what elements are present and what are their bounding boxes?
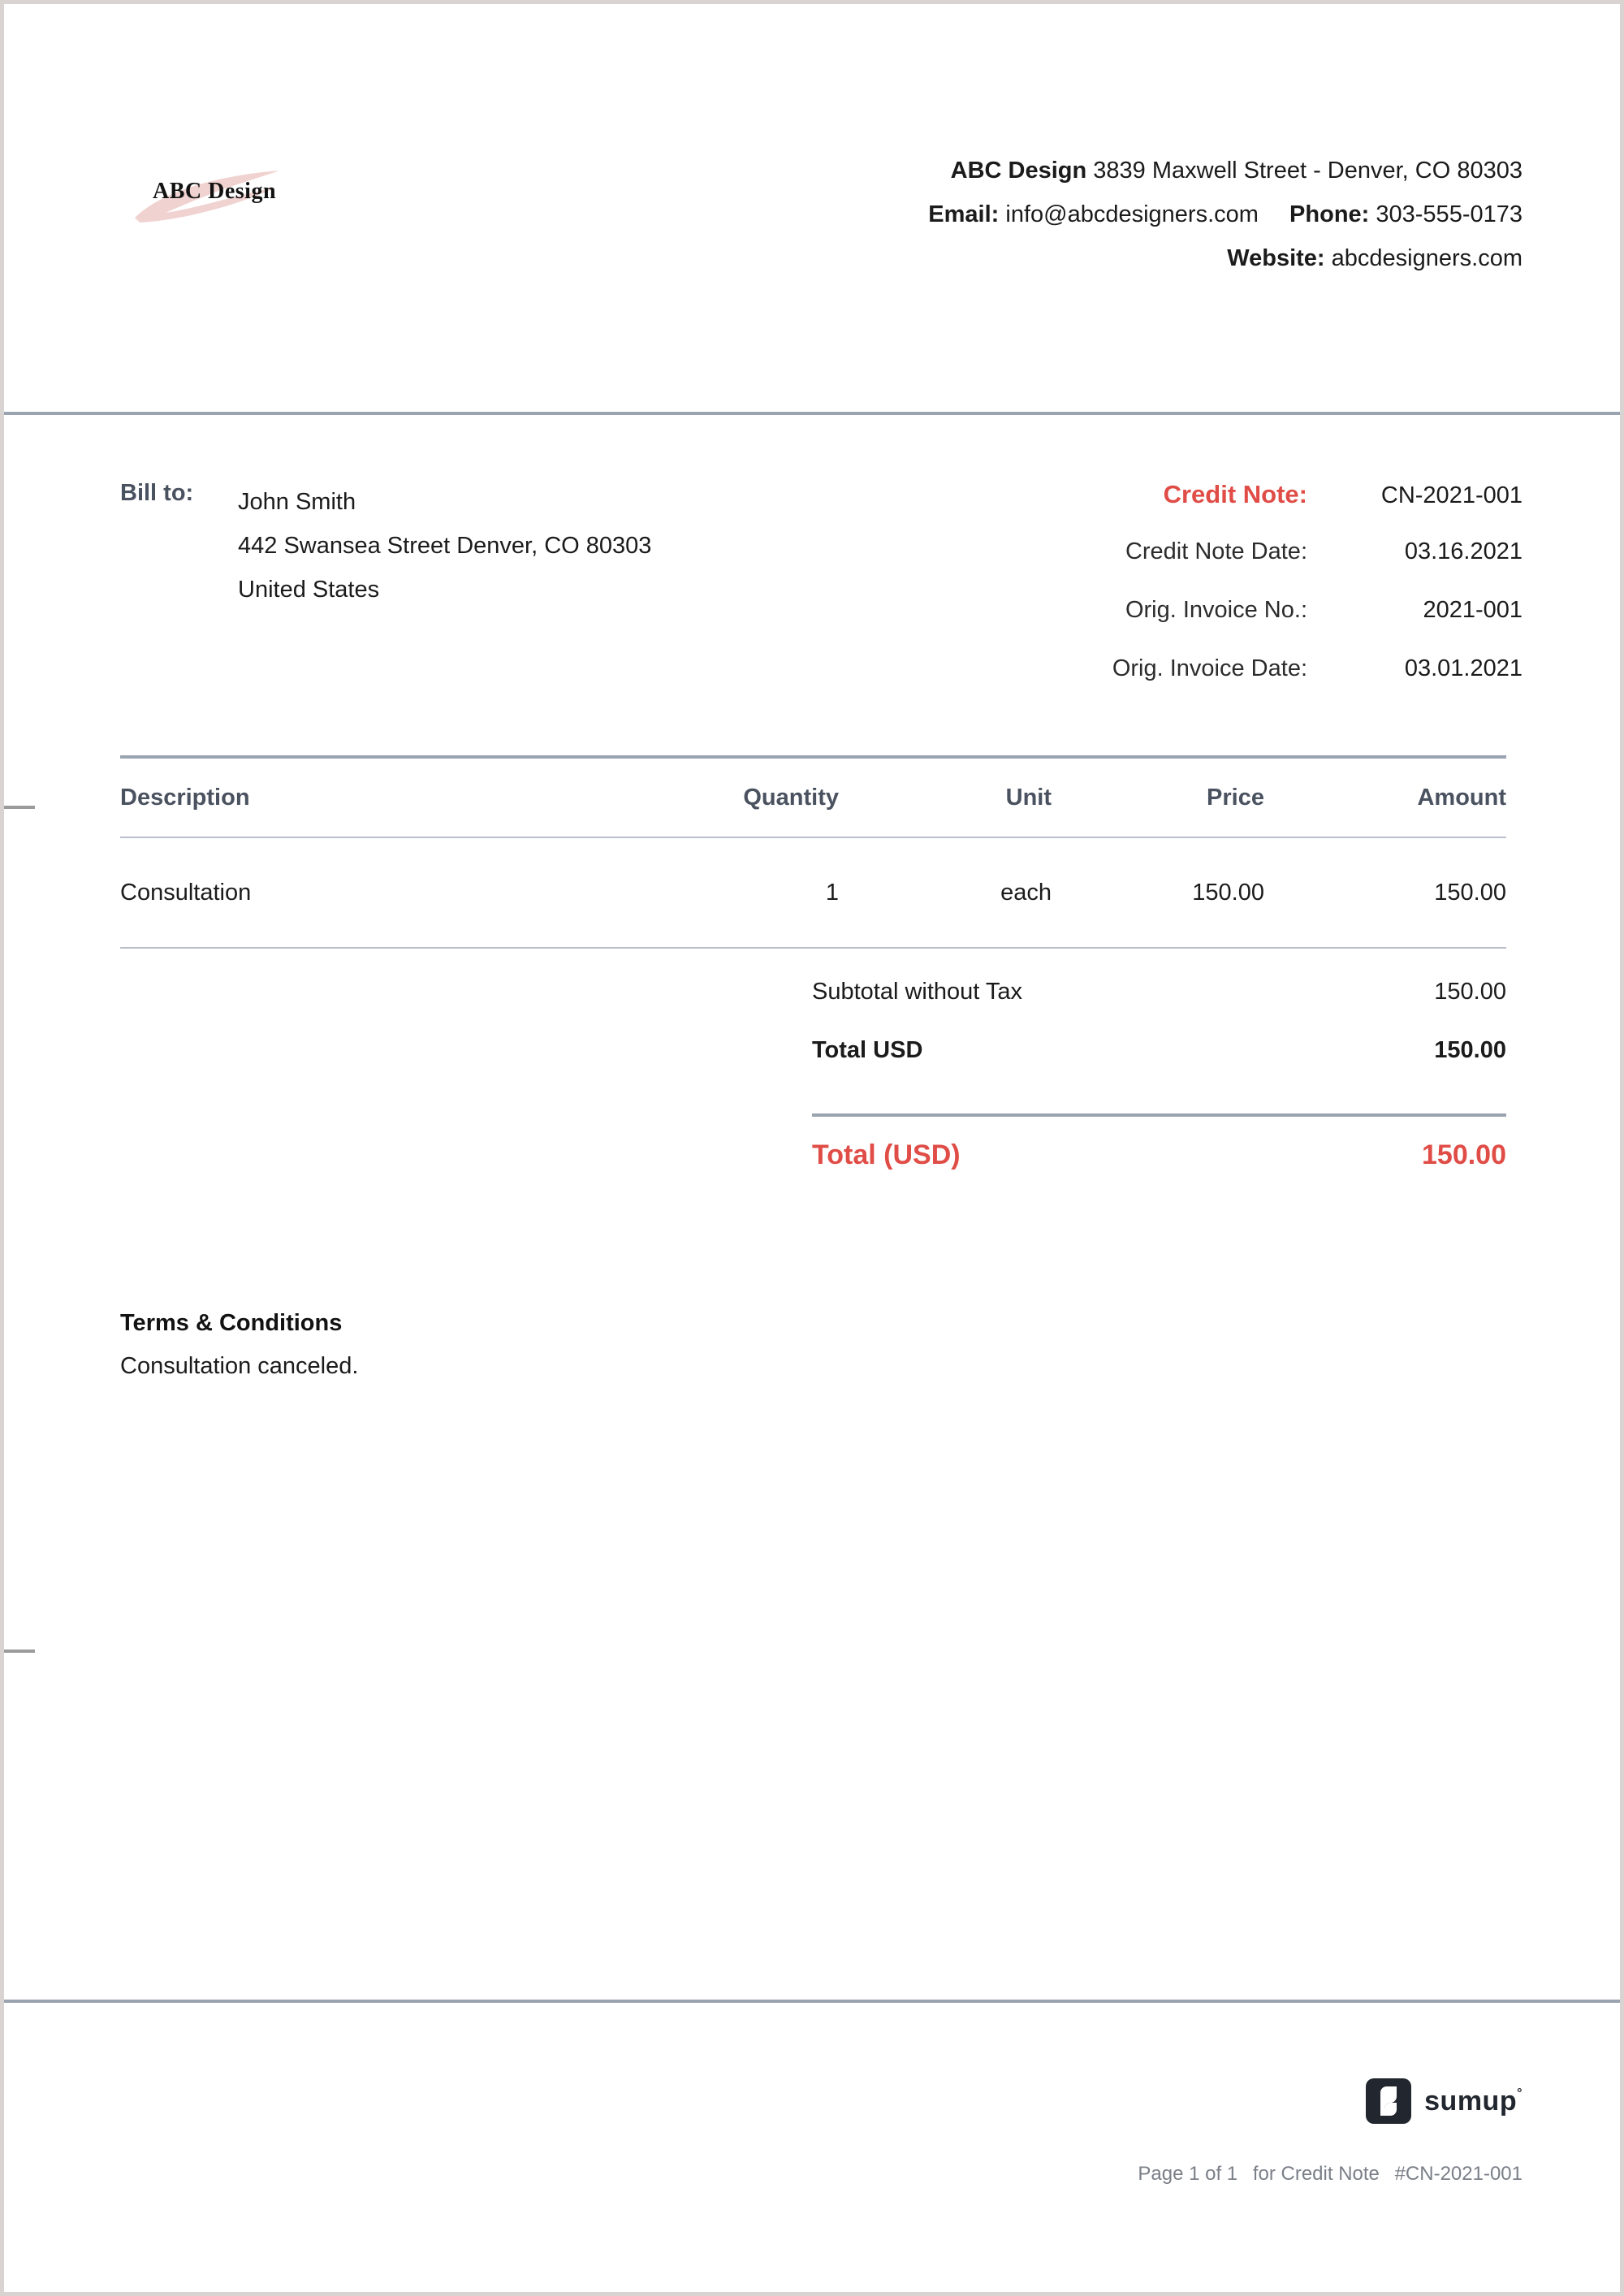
orig-invoice-date-label: Orig. Invoice Date: (1112, 655, 1307, 681)
terms-and-conditions (120, 1304, 1013, 1390)
column-header-price: Price (1207, 784, 1264, 811)
customer-name: John Smith (238, 489, 356, 515)
grand-total-row (812, 1139, 1506, 1183)
meta-row (889, 538, 1522, 597)
cell-price: 150.00 (1192, 879, 1264, 906)
sumup-wordmark (1424, 2087, 1522, 2115)
company-email: info@abcdesigners.com (1005, 201, 1259, 227)
meta-row (889, 597, 1522, 655)
total-usd-value: 150.00 (1434, 1037, 1506, 1063)
column-header-quantity: Quantity (743, 784, 839, 811)
items-table-body-wrap (120, 838, 1506, 947)
credit-note-date-value: 03.16.2021 (1404, 538, 1522, 564)
customer-street: 442 Swansea Street Denver, CO 80303 (238, 533, 652, 559)
bill-to-address (238, 480, 651, 612)
website-label: Website: (1227, 245, 1325, 271)
cell-quantity: 1 (825, 879, 839, 906)
company-phone: 303-555-0173 (1376, 201, 1522, 227)
table-row (120, 838, 1506, 947)
cell-description: Consultation (120, 879, 252, 906)
column-header-description: Description (120, 784, 250, 811)
credit-note-meta (889, 480, 1522, 714)
items-table-body (120, 838, 1506, 947)
fold-mark-top (4, 806, 35, 809)
subtotal-value: 150.00 (1434, 979, 1506, 1005)
footer-doc-ref: #CN-2021-001 (1394, 2163, 1522, 2185)
company-address: 3839 Maxwell Street - Denver, CO 80303 (1093, 158, 1522, 184)
company-email-phone-line (928, 192, 1522, 236)
footer-for-label: for Credit Note (1252, 2163, 1380, 2185)
table-bottom-rule (120, 947, 1506, 949)
grand-total-label: Total (USD) (812, 1139, 961, 1170)
fold-mark-bottom (4, 1650, 35, 1653)
orig-invoice-no-label: Orig. Invoice No.: (1125, 597, 1307, 623)
subtotal-row (812, 979, 1506, 1037)
terms-body: Consultation canceled. (120, 1353, 359, 1379)
sumup-mark-icon (1366, 2078, 1411, 2124)
subtotal-label: Subtotal without Tax (812, 979, 1023, 1005)
items-table (120, 759, 1506, 837)
terms-title: Terms & Conditions (120, 1310, 343, 1336)
phone-label: Phone: (1289, 201, 1370, 227)
footer-content (1138, 2003, 1522, 2186)
sumup-registered-mark: ° (1517, 2086, 1522, 2100)
customer-country: United States (238, 577, 380, 603)
cell-amount: 150.00 (1434, 879, 1506, 906)
company-website: abcdesigners.com (1331, 245, 1522, 271)
sumup-logo (1138, 2078, 1522, 2124)
page-number-label: Page 1 of 1 (1138, 2163, 1238, 2185)
items-table-head (120, 759, 1506, 837)
cell-unit: each (1000, 879, 1052, 906)
logo-text: ABC Design (153, 179, 277, 204)
meta-row (889, 480, 1522, 538)
table-header-row (120, 759, 1506, 837)
company-website-line (928, 236, 1522, 280)
bill-to-label: Bill to: (120, 480, 194, 506)
line-items-table (120, 755, 1506, 949)
column-header-unit: Unit (1005, 784, 1052, 811)
orig-invoice-no-value: 2021-001 (1423, 597, 1522, 623)
company-address-line (928, 149, 1522, 192)
column-header-amount: Amount (1417, 784, 1506, 811)
company-name: ABC Design (950, 158, 1087, 184)
email-label: Email: (928, 201, 1000, 227)
meta-row (889, 655, 1522, 714)
totals-rule (812, 1113, 1506, 1117)
orig-invoice-date-value: 03.01.2021 (1404, 655, 1522, 681)
document-header (4, 4, 1620, 415)
total-usd-label: Total USD (812, 1037, 923, 1063)
document-footer (4, 2000, 1620, 2292)
total-usd-row (812, 1037, 1506, 1096)
document-body (4, 418, 1620, 2000)
sumup-word-text: sumup (1424, 2086, 1518, 2117)
credit-note-date-label: Credit Note Date: (1125, 538, 1307, 564)
credit-note-label: Credit Note: (1163, 480, 1307, 508)
credit-note-number: CN-2021-001 (1380, 482, 1522, 508)
totals-block (812, 979, 1506, 1183)
company-logo (130, 154, 398, 227)
page-footer-note (1138, 2163, 1522, 2186)
company-contact-block (928, 149, 1522, 280)
grand-total-value: 150.00 (1422, 1139, 1506, 1170)
sumup-s-glyph-icon (1366, 2078, 1411, 2124)
